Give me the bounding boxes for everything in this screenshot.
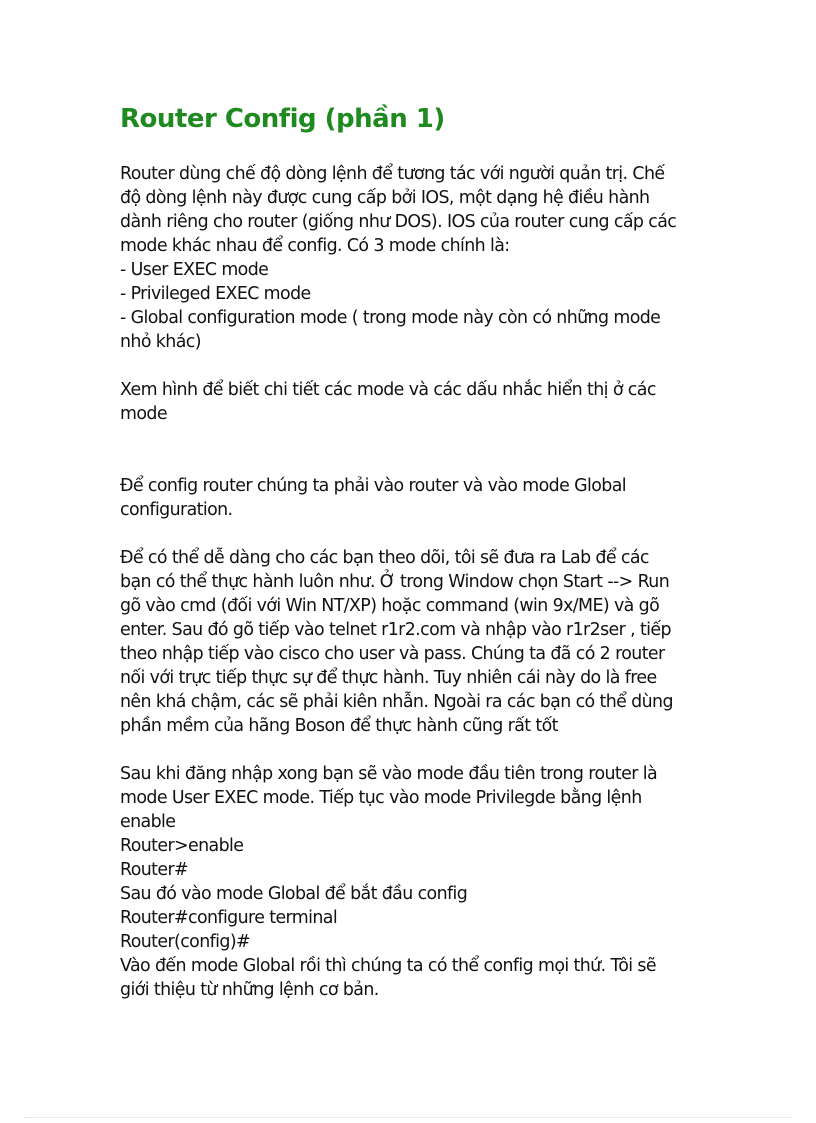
text-line: Sau đó vào mode Global để bắt đầu config [120,884,468,904]
blank-line [120,450,710,474]
text-line: configuration. [120,500,233,520]
text-line: mode User EXEC mode. Tiếp tục vào mode Privilegde bằng lệnh [120,788,642,808]
text-line: Xem hình để biết chi tiết các mode và các dấu nhắc hiển thị ở các [120,380,656,400]
list-item-privileged-exec: - Privileged EXEC mode [120,284,311,304]
command-line: Router#configure terminal [120,908,338,928]
blank-line [120,426,710,450]
list-item-global-config: - Global configuration mode ( trong mode này còn có những mode [120,308,661,328]
text-line: Vào đến mode Global rồi thì chúng ta có thể config mọi thứ. Tôi sẽ [120,956,656,976]
command-line: Router# [120,860,189,880]
text-line: nên khá chậm, các sẽ phải kiên nhẫn. Ngoài ra các bạn có thể dùng [120,692,673,712]
text-line: nối với trực tiếp thực sự để thực hành. Tuy nhiên cái này do là free [120,668,657,688]
text-line: Để config router chúng ta phải vào router và vào mode Global [120,476,627,496]
blank-line [120,354,710,378]
document-body [120,162,710,1002]
text-line: mode [120,404,167,424]
command-line: enable [120,812,176,832]
bottom-divider [24,1117,792,1118]
text-line: nhỏ khác) [120,332,201,352]
text-line: Sau khi đăng nhập xong bạn sẽ vào mode đầu tiên trong router là [120,764,658,784]
text-line: Router dùng chế độ dòng lệnh để tương tác với người quản trị. Chế [120,164,665,184]
text-line: Để có thể dễ dàng cho các bạn theo dõi, tôi sẽ đưa ra Lab để các [120,548,649,568]
text-line: gõ vào cmd (đối với Win NT/XP) hoặc command (win 9x/ME) và gõ [120,596,660,616]
text-line: dành riêng cho router (giống như DOS). IOS của router cung cấp các [120,212,677,232]
text-line: giới thiệu từ những lệnh cơ bản. [120,980,379,1000]
list-item-user-exec: - User EXEC mode [120,260,269,280]
command-line: Router>enable [120,836,244,856]
text-line: độ dòng lệnh này được cung cấp bởi IOS, một dạng hệ điều hành [120,188,650,208]
text-line: bạn có thể thực hành luôn như. Ở trong Window chọn Start --> Run [120,572,670,592]
text-line: theo nhập tiếp vào cisco cho user và pass. Chúng ta đã có 2 router [120,644,665,664]
text-line: enter. Sau đó gõ tiếp vào telnet r1r2.com và nhập vào r1r2ser , tiếp [120,620,671,640]
blank-line [120,738,710,762]
text-line: phần mềm của hãng Boson để thực hành cũng rất tốt [120,716,558,736]
command-line: Router(config)# [120,932,250,952]
text-line: mode khác nhau để config. Có 3 mode chính là: [120,236,510,256]
blank-line [120,522,710,546]
page-title: Router Config (phần 1) [120,104,445,134]
